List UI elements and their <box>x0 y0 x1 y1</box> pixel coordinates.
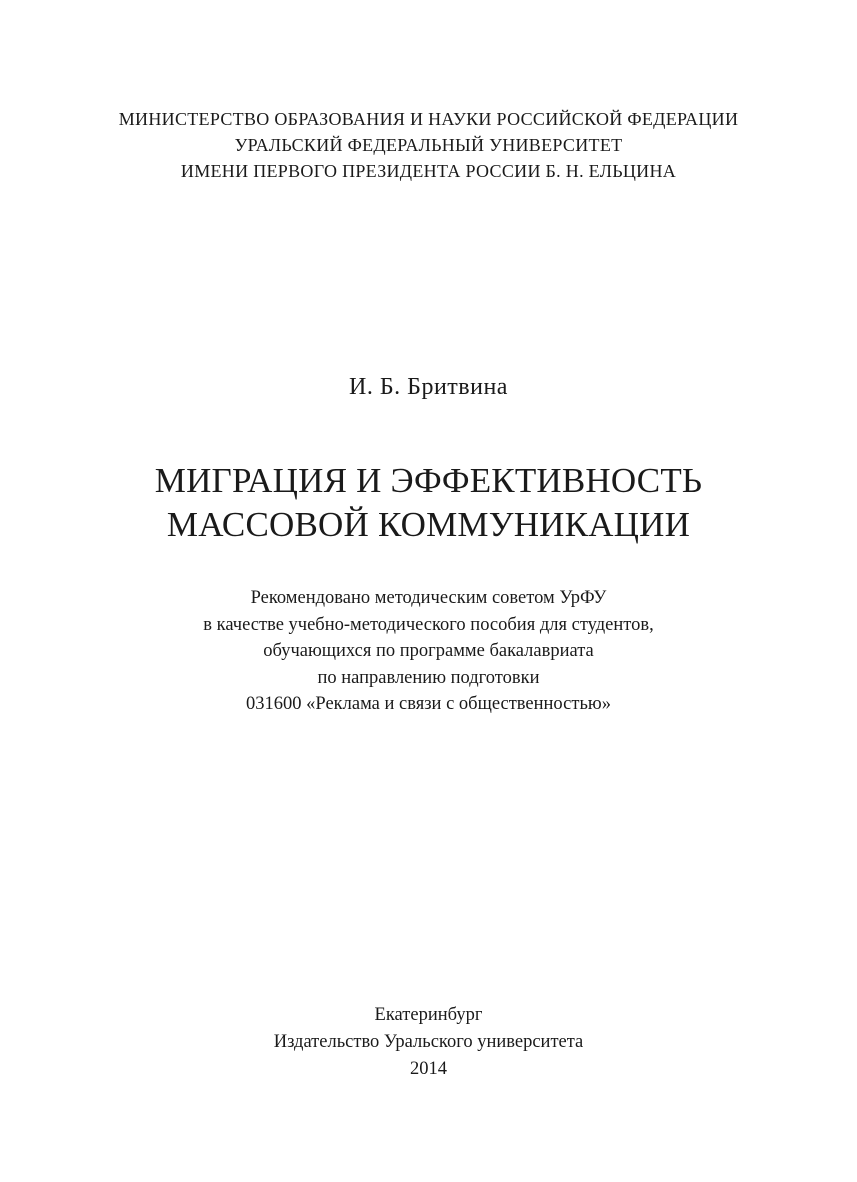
imprint-year: 2014 <box>410 1059 447 1079</box>
book-title <box>0 459 857 547</box>
imprint-city: Екатеринбург <box>374 1005 483 1025</box>
recommendation-line-1: Рекомендовано методическим советом УрФУ <box>250 588 607 608</box>
book-title-line-2: МАССОВОЙ КОММУНИКАЦИИ <box>166 505 691 544</box>
recommendation-line-4: по направлению подготовки <box>317 667 540 688</box>
ministry-line: МИНИСТЕРСТВО ОБРАЗОВАНИЯ И НАУКИ РОССИЙСКОЙ ФЕДЕРАЦИИ <box>118 109 739 129</box>
recommendation-line-2: в качестве учебно-методического пособия для студентов, <box>203 614 654 635</box>
book-title-line-1: МИГРАЦИЯ И ЭФФЕКТИВНОСТЬ <box>154 461 703 500</box>
recommendation-note <box>0 585 857 718</box>
recommendation-line-3: обучающихся по программе бакалавриата <box>263 641 594 661</box>
university-dedication-line: ИМЕНИ ПЕРВОГО ПРЕЗИДЕНТА РОССИИ Б. Н. ЕЛЬЦИНА <box>180 161 677 181</box>
imprint-publisher: Издательство Уральского университета <box>273 1032 584 1052</box>
institution-header <box>0 106 857 184</box>
university-line: УРАЛЬСКИЙ ФЕДЕРАЛЬНЫЙ УНИВЕРСИТЕТ <box>234 135 623 155</box>
recommendation-line-5: 031600 «Реклама и связи с общественностью» <box>246 694 611 714</box>
imprint <box>0 1002 857 1083</box>
author-name: И. Б. Бритвина <box>349 374 508 400</box>
